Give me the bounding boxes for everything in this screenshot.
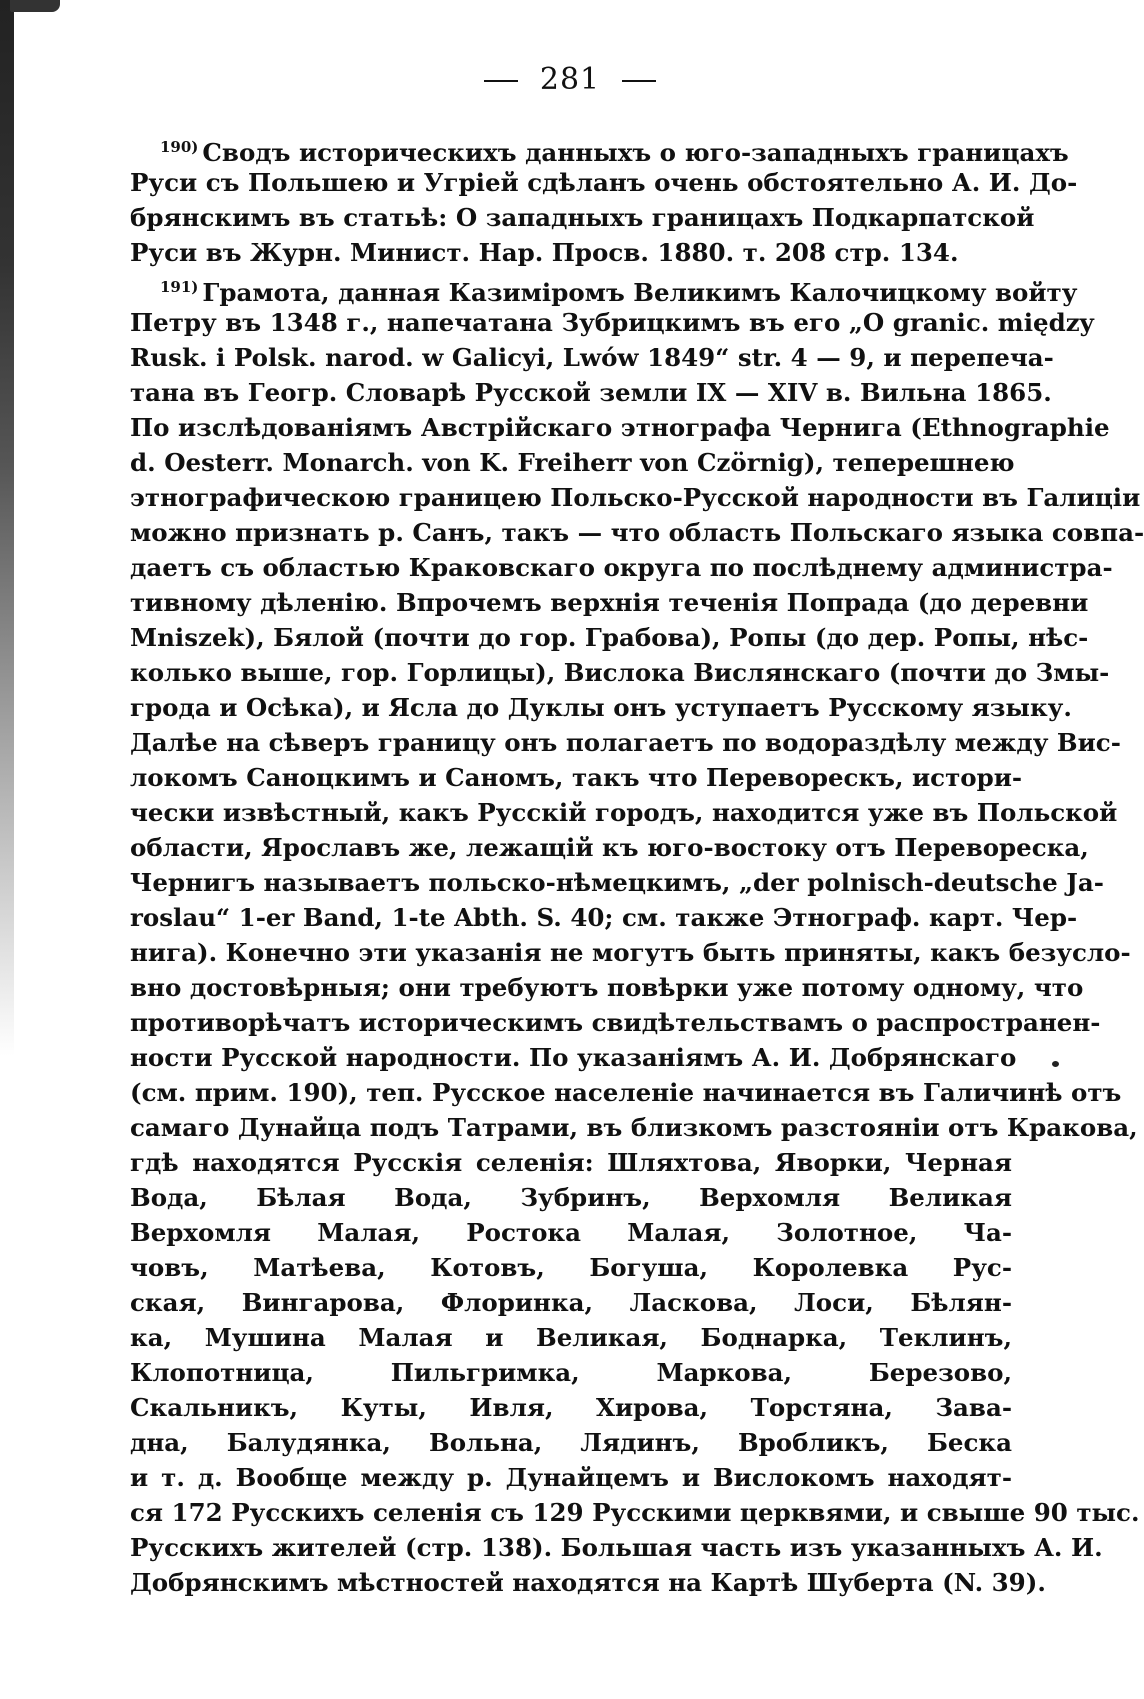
footnote-line-text: ка, Мушина Малая и Великая, Боднарка, Теклинъ,	[130, 1323, 1012, 1352]
footnote-line-text: Сводъ историческихъ данныхъ о юго-западныхъ границахъ	[202, 138, 1069, 167]
footnote-line	[130, 1040, 1017, 1075]
page-number-text: 281	[539, 62, 601, 97]
footnote-line-text: човъ, Матѣева, Котовъ, Богуша, Королевка Рус-	[130, 1253, 1012, 1282]
scan-blot	[10, 0, 60, 12]
footnote-line-text: брянскимъ въ статьѣ: О западныхъ границахъ Подкарпатской	[130, 203, 1035, 232]
footnote-marker: 190)	[160, 138, 199, 156]
footnote-line-text: этнографическою границею Польско-Русской народности въ Галиціи	[130, 483, 1141, 512]
footnote-line-text: ская, Вингарова, Флоринка, Ласкова, Лоси, Бѣлян-	[130, 1288, 1012, 1317]
footnote-line	[130, 1215, 1012, 1250]
footnote-line-text: и т. д. Вообще между р. Дунайцемъ и Вислокомъ находят-	[130, 1463, 1012, 1492]
footnote-marker: 191)	[160, 278, 199, 296]
footnote-line-text: тивному дѣленію. Впрочемъ верхнія теченія Попрада (до деревни	[130, 588, 1089, 617]
footnote-line	[130, 865, 1104, 900]
footnote-line	[130, 1110, 1138, 1145]
footnote-line	[130, 480, 1141, 515]
page-number	[0, 62, 1140, 97]
footnote-line-text: Вода, Бѣлая Вода, Зубринъ, Верхомля Великая	[130, 1183, 1012, 1212]
footnote-line	[130, 1390, 1012, 1425]
footnote-1	[130, 270, 1144, 1600]
page-number-dash-right	[622, 80, 656, 82]
footnote-line-text: противорѣчатъ историческимъ свидѣтельствамъ о распространен-	[130, 1008, 1101, 1037]
footnote-line	[130, 655, 1110, 690]
footnote-line	[130, 900, 1078, 935]
footnote-line	[130, 130, 1069, 167]
footnote-line-text: Скальникъ, Куты, Ивля, Хирова, Торстяна, Зава-	[130, 1393, 1012, 1422]
footnote-line	[130, 515, 1144, 550]
footnote-line	[130, 1285, 1012, 1320]
footnote-line	[130, 550, 1113, 585]
footnote-line	[130, 1460, 1012, 1495]
footnote-line-text: Rusk. i Polsk. narod. w Galicyi, Lwów 1849“ str. 4 — 9, и перепеча-	[130, 343, 1054, 372]
ink-speck	[1052, 1061, 1059, 1067]
footnote-line	[130, 760, 1023, 795]
footnote-line	[130, 585, 1089, 620]
footnote-line-text: можно признать р. Санъ, такъ — что область Польскаго языка совпа-	[130, 518, 1144, 547]
footnote-line	[130, 410, 1110, 445]
footnote-line	[130, 340, 1054, 375]
footnote-line	[130, 1495, 1140, 1530]
footnote-line	[130, 1005, 1101, 1040]
footnote-line-text: области, Ярославъ же, лежащій къ юго-востоку отъ Перевореска,	[130, 833, 1089, 862]
footnote-line	[130, 1180, 1012, 1215]
footnote-line-text: колько выше, гор. Горлицы), Вислока Вислянскаго (почти до Змы-	[130, 658, 1110, 687]
footnote-line-text: Mniszek), Бялой (почти до гор. Грабова), Ропы (до дер. Ропы, нѣс-	[130, 623, 1089, 652]
footnote-line-text: Верхомля Малая, Ростока Малая, Золотное, Ча-	[130, 1218, 1012, 1247]
footnote-line-text: Добрянскимъ мѣстностей находятся на Картѣ Шуберта (N. 39).	[130, 1568, 1046, 1597]
footnote-line-text: Петру въ 1348 г., напечатана Зубрицкимъ въ его „O granic. między	[130, 308, 1094, 337]
footnote-line	[130, 305, 1094, 340]
footnote-line	[130, 1425, 1012, 1460]
footnote-line-text: Руси въ Журн. Минист. Нар. Просв. 1880. т. 208 стр. 134.	[130, 238, 959, 267]
page-number-dash-left	[484, 80, 518, 82]
footnote-line-text: ся 172 Русскихъ селенія съ 129 Русскими церквями, и свыше 90 тыс.	[130, 1498, 1140, 1527]
footnote-line	[130, 375, 1052, 410]
footnote-line	[130, 725, 1121, 760]
footnote-line	[130, 165, 1078, 200]
footnote-line	[130, 620, 1089, 655]
footnote-line	[130, 1530, 1103, 1565]
footnote-line	[130, 235, 1012, 270]
footnote-line	[130, 1250, 1012, 1285]
footnote-line	[130, 935, 1131, 970]
footnote-line-text: Чернигъ называетъ польско-нѣмецкимъ, „der polnisch-deutsche Ja-	[130, 868, 1104, 897]
footnote-line-text: грода и Осѣка), и Ясла до Дуклы онъ уступаетъ Русскому языку.	[130, 693, 1072, 722]
footnote-line	[130, 1565, 1046, 1600]
footnote-line	[130, 795, 1118, 830]
footnote-line-text: Далѣе на сѣверъ границу онъ полагаетъ по водораздѣлу между Вис-	[130, 728, 1121, 757]
scan-page-edge	[0, 0, 14, 1320]
footnote-line-text: По изслѣдованіямъ Австрійскаго этнографа Чернига (Ethnographie	[130, 413, 1110, 442]
footnote-line	[130, 200, 1035, 235]
footnote-line	[130, 830, 1089, 865]
footnote-line	[130, 445, 1015, 480]
footnote-line	[130, 1145, 1012, 1180]
footnote-line	[130, 690, 1072, 725]
footnote-line-text: даетъ съ областью Краковскаго округа по послѣднему администра-	[130, 553, 1113, 582]
footnote-line	[130, 1355, 1012, 1390]
footnote-line	[130, 1320, 1012, 1355]
footnote-line-text: Руси съ Польшею и Угріей сдѣланъ очень обстоятельно А. И. До-	[130, 168, 1078, 197]
footnote-line-text: чески извѣстный, какъ Русскій городъ, находится уже въ Польской	[130, 798, 1118, 827]
footnote-line-text: нига). Конечно эти указанія не могутъ быть приняты, какъ безусло-	[130, 938, 1131, 967]
footnote-line-text: ности Русской народности. По указаніямъ А. И. Добрянскаго	[130, 1043, 1017, 1072]
footnote-line-text: дна, Балудянка, Вольна, Лядинъ, Вробликъ, Беска	[130, 1428, 1012, 1457]
footnote-line-text: roslau“ 1-er Band, 1-te Abth. S. 40; см. также Этнограф. карт. Чер-	[130, 903, 1078, 932]
footnote-line-text: Русскихъ жителей (стр. 138). Большая часть изъ указанныхъ А. И.	[130, 1533, 1103, 1562]
footnote-line-text: (см. прим. 190), теп. Русское населеніе начинается въ Галичинѣ отъ	[130, 1078, 1122, 1107]
footnote-line-text: локомъ Саноцкимъ и Саномъ, такъ что Переворескъ, истори-	[130, 763, 1023, 792]
footnote-line-text: Клопотница, Пильгримка, Маркова, Березово,	[130, 1358, 1012, 1387]
footnote-line-text: тана въ Геогр. Словарѣ Русской земли IX — XIV в. Вильна 1865.	[130, 378, 1052, 407]
footnote-line	[130, 270, 1078, 307]
footnote-line-text: вно достовѣрныя; они требуютъ повѣрки уже потому одному, что	[130, 973, 1084, 1002]
footnote-0	[130, 130, 1078, 270]
footnotes-block	[130, 130, 1144, 1600]
footnote-line-text: самаго Дунайца подъ Татрами, въ близкомъ разстояніи отъ Кракова,	[130, 1113, 1138, 1142]
footnote-line-text: гдѣ находятся Русскія селенія: Шляхтова, Яворки, Черная	[130, 1148, 1012, 1177]
footnote-line	[130, 1075, 1122, 1110]
footnote-line-text: d. Oesterr. Monarch. von K. Freiherr von Czörnig), теперешнею	[130, 448, 1015, 477]
footnote-line-text: Грамота, данная Казиміромъ Великимъ Калочицкому войту	[202, 278, 1078, 307]
footnote-line	[130, 970, 1084, 1005]
